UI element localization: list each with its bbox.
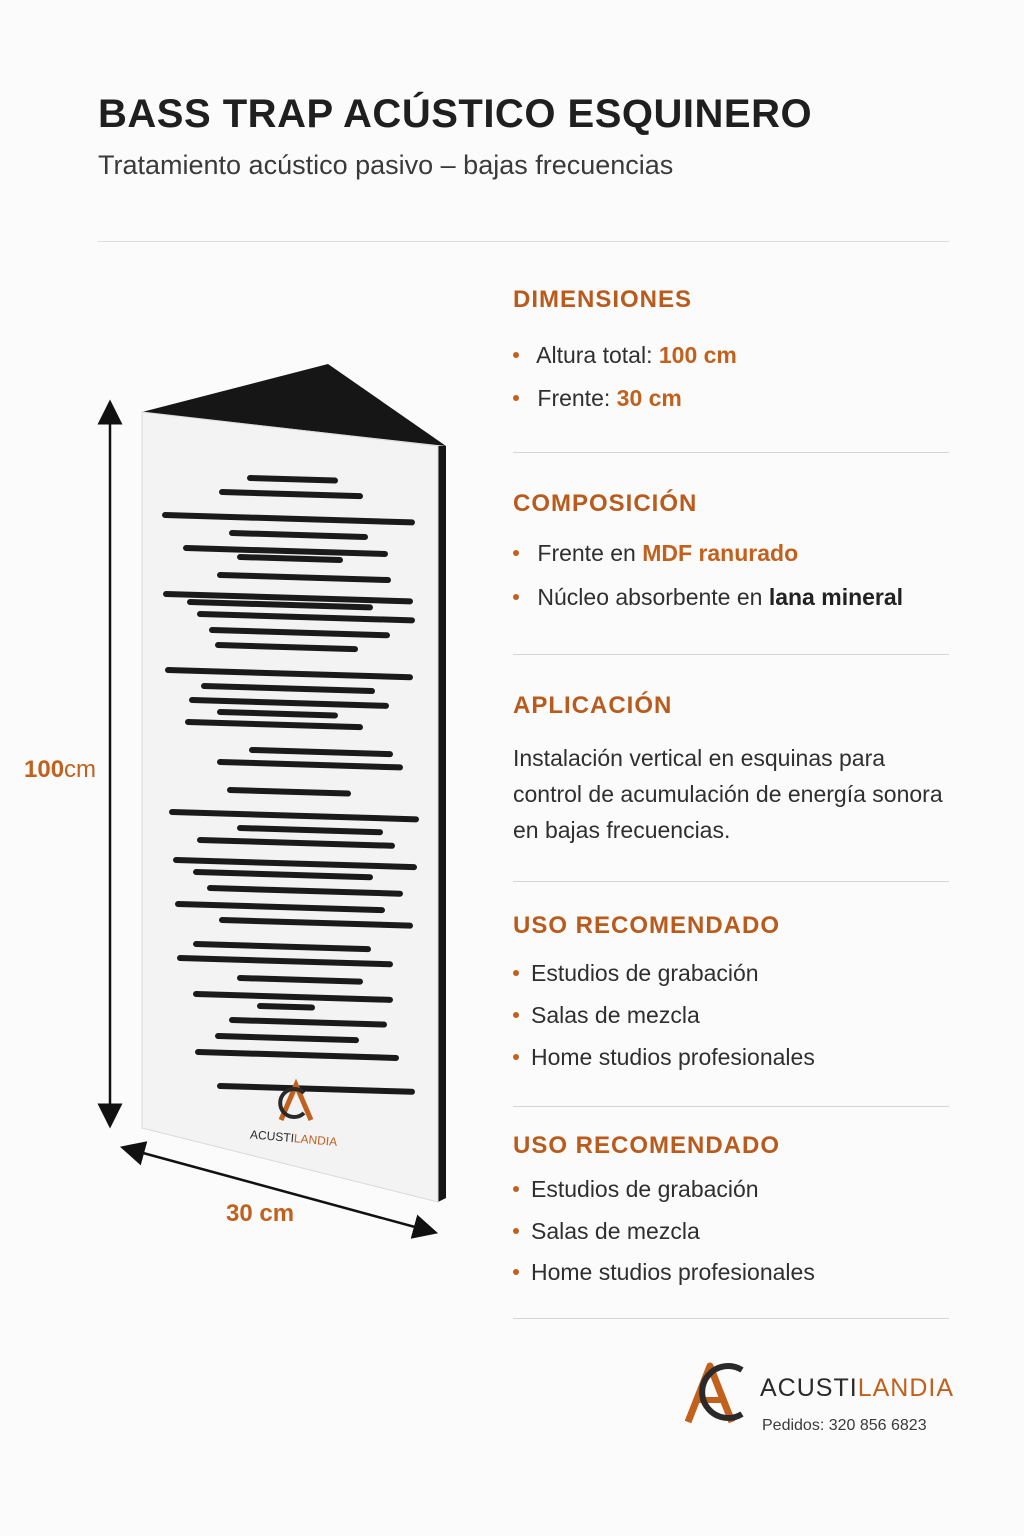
width-dimension-label: 30 cm xyxy=(226,1200,295,1227)
panel-slot xyxy=(218,1036,356,1040)
dimensiones-item-altura: Altura total: 100 cm xyxy=(513,342,737,369)
panel-side-face xyxy=(438,446,446,1202)
height-dimension-label: 100cm xyxy=(24,756,97,783)
panel-slot xyxy=(218,645,355,649)
section-divider xyxy=(513,1318,949,1319)
uso-item: Salas de mezcla xyxy=(513,1218,700,1245)
panel-slot xyxy=(230,790,348,794)
uso-item: Home studios profesionales xyxy=(513,1044,815,1071)
section-divider xyxy=(513,452,949,453)
panel-front-face xyxy=(142,412,438,1202)
uso-item: Estudios de grabación xyxy=(513,960,759,987)
section-divider xyxy=(513,654,949,655)
aplicacion-title: APLICACIÓN xyxy=(513,692,673,719)
header-divider xyxy=(98,241,949,242)
composicion-title: COMPOSICIÓN xyxy=(513,490,698,517)
aplicacion-text: Instalación vertical en esquinas para control de acumulación de energía sonora en bajas frecuencias. xyxy=(513,745,943,843)
uso-item: Home studios profesionales xyxy=(513,1259,815,1286)
bass-trap-illustration xyxy=(0,340,480,1260)
uso-item: Salas de mezcla xyxy=(513,1002,700,1029)
brand-name: ACUSTILANDIA xyxy=(760,1374,954,1402)
composicion-item-nucleo: Núcleo absorbente en lana mineral xyxy=(513,584,903,611)
section-divider xyxy=(513,1106,949,1107)
brand-contact: Pedidos: 320 856 6823 xyxy=(762,1417,927,1434)
section-divider xyxy=(513,881,949,882)
page-subtitle: Tratamiento acústico pasivo – bajas frecuencias xyxy=(98,150,674,180)
panel-slot xyxy=(240,978,360,982)
dimensiones-title: DIMENSIONES xyxy=(513,286,693,313)
panel-slot xyxy=(250,478,335,481)
acustilandia-logo-icon xyxy=(684,1350,750,1426)
composicion-item-frente: Frente en MDF ranurado xyxy=(513,540,798,567)
panel-slot xyxy=(220,712,335,715)
panel-logo-text: ACUSTILANDIA xyxy=(249,1127,338,1149)
uso-recomendado-title-2: USO RECOMENDADO xyxy=(513,1132,781,1159)
dimensiones-item-frente: Frente: 30 cm xyxy=(513,385,682,412)
uso-item: Estudios de grabación xyxy=(513,1176,759,1203)
panel-slot xyxy=(240,828,380,832)
panel-slot xyxy=(252,750,390,754)
panel-slot xyxy=(222,492,360,496)
uso-recomendado-title: USO RECOMENDADO xyxy=(513,912,781,939)
panel-slot xyxy=(260,1006,312,1008)
page-title: BASS TRAP ACÚSTICO ESQUINERO xyxy=(98,92,813,136)
panel-slot xyxy=(232,533,365,537)
panel-slot xyxy=(240,557,340,560)
